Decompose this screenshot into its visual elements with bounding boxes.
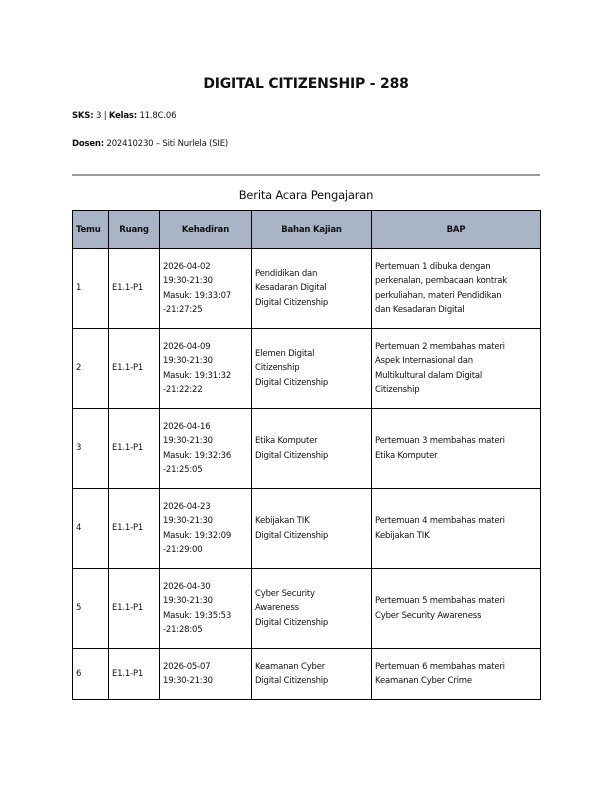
cell-bahan-kajian-line: Digital Citizenship — [255, 377, 329, 388]
cell-ruang: E1.1-P1 — [109, 249, 160, 329]
cell-bahan-kajian-line: Elemen Digital — [255, 348, 315, 359]
cell-bap — [372, 329, 541, 409]
table-row — [73, 249, 541, 329]
cell-bap — [372, 409, 541, 489]
cell-bahan-kajian-line: Cyber Security — [255, 588, 315, 599]
cell-temu: 4 — [73, 489, 109, 569]
cell-temu: 5 — [73, 569, 109, 649]
course-info — [72, 111, 176, 121]
lecturer-info — [72, 139, 228, 149]
cell-kehadiran-line: 19:30-21:30 — [163, 356, 213, 366]
sks-value: 3 — [95, 111, 102, 121]
cell-bap-line: Pertemuan 2 membahas materi — [375, 341, 505, 352]
cell-bahan-kajian-line: Awareness — [255, 603, 299, 614]
cell-bahan-kajian-line: Etika Komputer — [255, 436, 318, 446]
cell-kehadiran-line: 19:30-21:30 — [163, 276, 213, 286]
cell-kehadiran-line: Masuk: 19:33:07 — [163, 290, 232, 301]
cell-temu: 2 — [73, 329, 109, 409]
header-ruang: Ruang — [109, 211, 160, 249]
cell-bap-line: perkuliahan, materi Pendidikan — [375, 290, 502, 301]
cell-kehadiran-line: 19:30-21:30 — [163, 436, 213, 446]
cell-temu: 3 — [73, 409, 109, 489]
cell-bap-line: perkenalan, pembacaan kontrak — [375, 276, 507, 286]
cell-temu: 6 — [73, 649, 109, 700]
cell-bahan-kajian-line: Kebijakan TIK — [255, 516, 310, 526]
table-row — [73, 489, 541, 569]
cell-bap-line: Kebijakan TIK — [375, 530, 430, 541]
cell-bap-line: Aspek Internasional dan — [375, 356, 473, 366]
cell-ruang: E1.1-P1 — [109, 569, 160, 649]
cell-bahan-kajian — [252, 329, 372, 409]
cell-bahan-kajian-line: Digital Citizenship — [255, 450, 329, 461]
cell-kehadiran-line: 2026-04-09 — [163, 341, 211, 352]
dosen-value: 202410230 – Siti Nurlela (SIE) — [106, 139, 228, 149]
cell-ruang: E1.1-P1 — [109, 329, 160, 409]
cell-kehadiran — [160, 569, 252, 649]
cell-kehadiran-line: -21:29:00 — [163, 545, 203, 555]
cell-kehadiran-line: -21:27:25 — [163, 305, 203, 315]
sks-label: SKS: — [72, 111, 94, 121]
cell-kehadiran — [160, 249, 252, 329]
cell-bahan-kajian-line: Digital Citizenship — [255, 297, 329, 308]
separator: | — [103, 111, 107, 121]
cell-bahan-kajian-line: Keamanan Cyber — [255, 661, 326, 672]
cell-bahan-kajian-line: Kesadaran Digital — [255, 283, 327, 294]
table-title: Berita Acara Pengajaran — [238, 188, 374, 202]
cell-bahan-kajian — [252, 249, 372, 329]
cell-kehadiran-line: 2026-04-23 — [163, 501, 211, 512]
cell-bap-line: Cyber Security Awareness — [375, 610, 482, 621]
bap-table — [72, 210, 541, 700]
cell-kehadiran-line: -21:28:05 — [163, 625, 203, 635]
cell-bahan-kajian-line: Citizenship — [255, 363, 300, 374]
cell-bap-line: dan Kesadaran Digital — [375, 305, 465, 315]
header-kehadiran: Kehadiran — [160, 211, 252, 249]
cell-kehadiran — [160, 329, 252, 409]
cell-temu: 1 — [73, 249, 109, 329]
cell-kehadiran-line: 2026-04-02 — [163, 261, 211, 272]
cell-bap-line: Pertemuan 1 dibuka dengan — [375, 261, 491, 272]
cell-bap — [372, 649, 541, 700]
cell-bap-line: Pertemuan 5 membahas materi — [375, 596, 505, 606]
cell-kehadiran-line: 2026-05-07 — [163, 661, 211, 672]
cell-bap-line: Citizenship — [375, 385, 420, 395]
cell-kehadiran-line: -21:22:22 — [163, 385, 203, 395]
cell-kehadiran — [160, 409, 252, 489]
cell-bap — [372, 569, 541, 649]
cell-bahan-kajian — [252, 569, 372, 649]
cell-kehadiran-line: Masuk: 19:32:09 — [163, 530, 232, 541]
cell-bap-line: Pertemuan 3 membahas materi — [375, 436, 505, 446]
kelas-value: 11.8C.06 — [139, 111, 177, 121]
header-bahan-kajian: Bahan Kajian — [252, 211, 372, 249]
cell-kehadiran-line: 19:30-21:30 — [163, 676, 213, 686]
cell-kehadiran — [160, 649, 252, 700]
cell-ruang: E1.1-P1 — [109, 649, 160, 700]
cell-kehadiran-line: 19:30-21:30 — [163, 596, 213, 606]
cell-bap — [372, 249, 541, 329]
table-row — [73, 409, 541, 489]
cell-kehadiran-line: 2026-04-30 — [163, 581, 211, 592]
cell-bahan-kajian-line: Digital Citizenship — [255, 530, 329, 541]
table-row — [73, 649, 541, 700]
cell-bap-line: Multikultural dalam Digital — [375, 370, 482, 381]
table-row — [73, 329, 541, 409]
cell-kehadiran-line: Masuk: 19:32:36 — [163, 450, 232, 461]
cell-kehadiran — [160, 489, 252, 569]
document-title: DIGITAL CITIZENSHIP - 288 — [203, 76, 409, 92]
cell-ruang: E1.1-P1 — [109, 489, 160, 569]
cell-bahan-kajian-line: Digital Citizenship — [255, 676, 329, 686]
cell-kehadiran-line: Masuk: 19:35:53 — [163, 610, 232, 621]
header-temu: Temu — [73, 211, 109, 249]
cell-bahan-kajian — [252, 649, 372, 700]
cell-bahan-kajian-line: Digital Citizenship — [255, 617, 329, 628]
cell-kehadiran-line: -21:25:05 — [163, 465, 203, 475]
cell-bahan-kajian — [252, 489, 372, 569]
dosen-label: Dosen: — [72, 139, 104, 149]
table-row — [73, 569, 541, 649]
kelas-label: Kelas: — [108, 111, 137, 121]
cell-bap — [372, 489, 541, 569]
cell-bap-line: Etika Komputer — [375, 450, 438, 461]
cell-kehadiran-line: Masuk: 19:31:32 — [163, 370, 232, 381]
table-header-row — [73, 211, 541, 249]
cell-kehadiran-line: 19:30-21:30 — [163, 516, 213, 526]
cell-bap-line: Pertemuan 4 membahas materi — [375, 516, 505, 526]
cell-bahan-kajian-line: Pendidikan dan — [255, 268, 318, 279]
cell-ruang: E1.1-P1 — [109, 409, 160, 489]
cell-bap-line: Pertemuan 6 membahas materi — [375, 661, 505, 672]
horizontal-divider — [72, 174, 540, 176]
cell-bap-line: Keamanan Cyber Crime — [375, 676, 472, 686]
cell-bahan-kajian — [252, 409, 372, 489]
cell-kehadiran-line: 2026-04-16 — [163, 421, 211, 432]
header-bap: BAP — [372, 211, 541, 249]
